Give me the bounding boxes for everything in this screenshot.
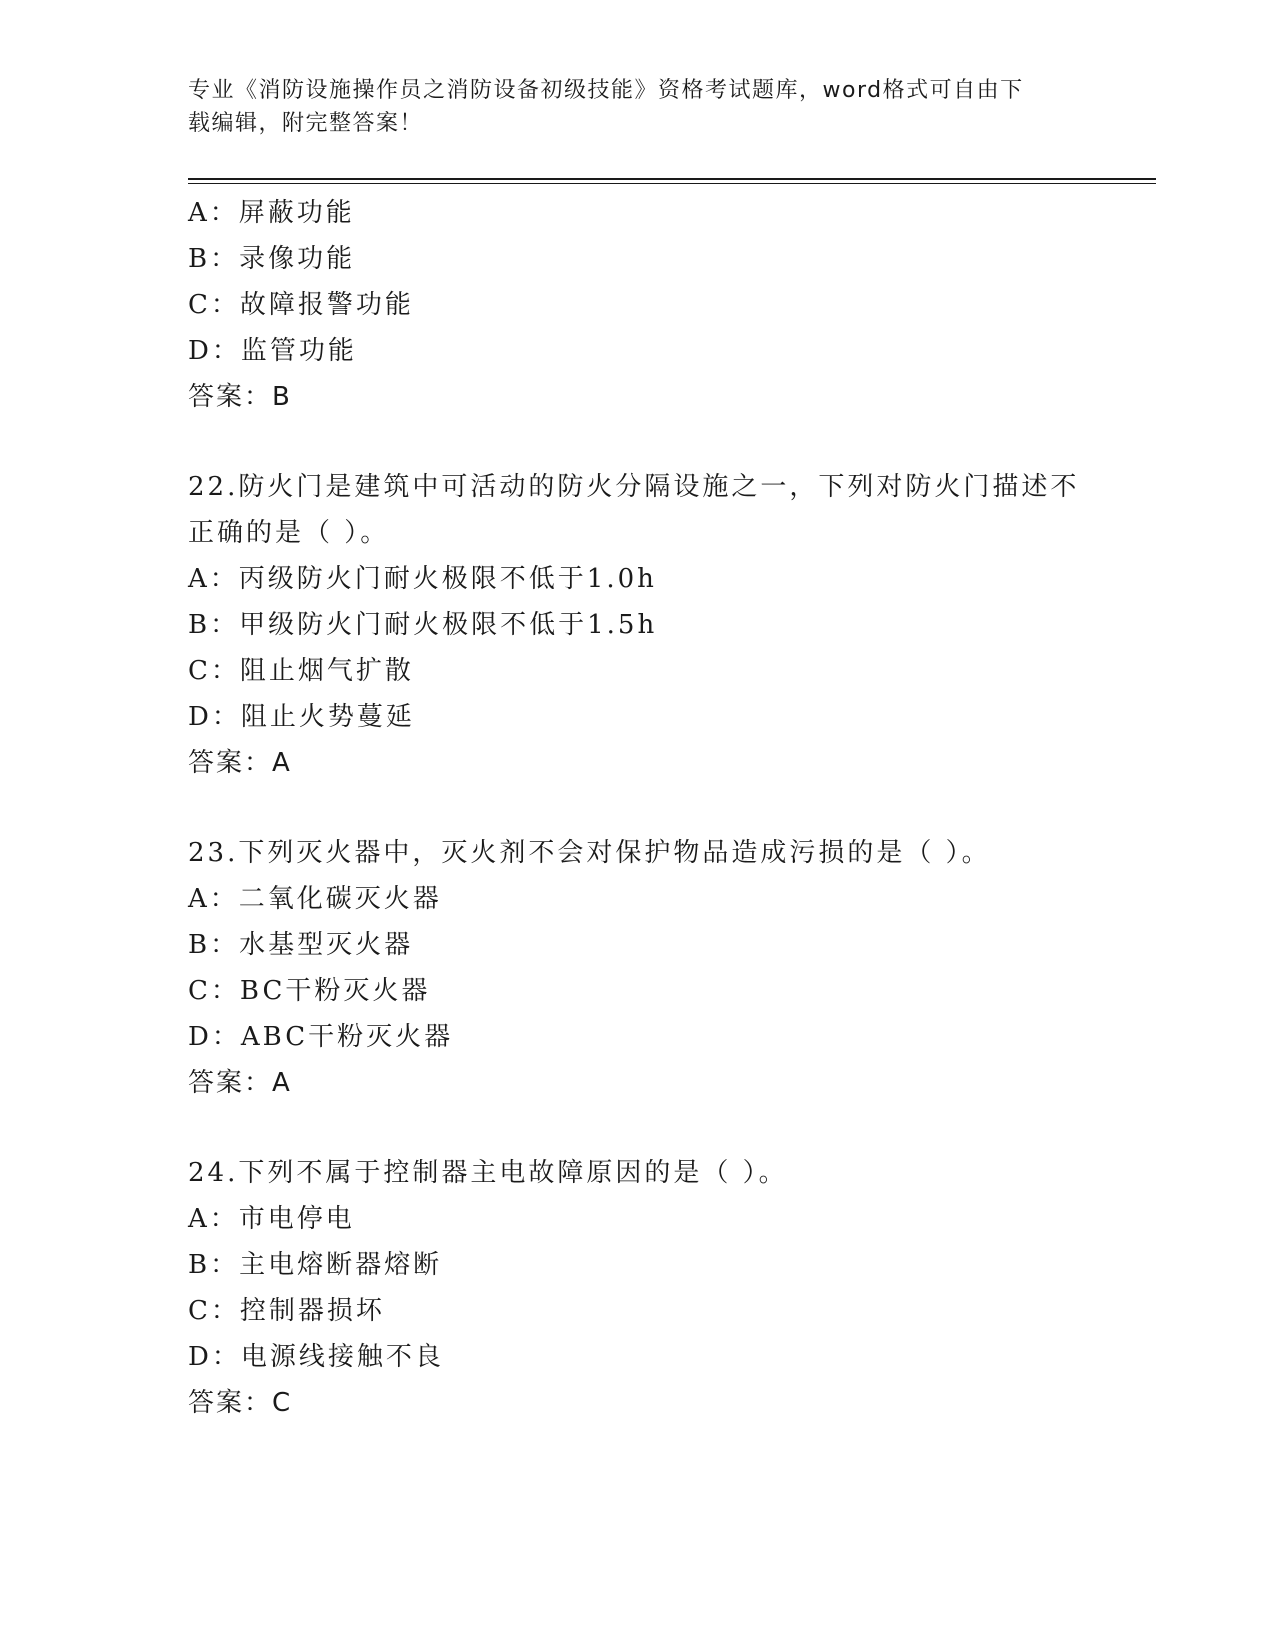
option-a: A：丙级防火门耐火极限不低于1.0h (188, 564, 657, 594)
document-header (188, 74, 1068, 140)
option-b: B：主电熔断器熔断 (188, 1250, 443, 1280)
option-c: C：阻止烟气扩散 (188, 656, 414, 686)
question-24 (188, 1150, 1088, 1426)
answer: 答案：B (188, 382, 292, 412)
answer: 答案：C (188, 1388, 293, 1418)
option-b: B：水基型灭火器 (188, 930, 414, 960)
question-list (188, 190, 1088, 1426)
question-23 (188, 830, 1088, 1106)
header-line-1: 专业《消防设施操作员之消防设备初级技能》资格考试题库，word格式可自由下 (188, 78, 1024, 103)
question-21 (188, 190, 1088, 420)
option-b: B：录像功能 (188, 244, 356, 274)
question-stem (188, 830, 1088, 876)
option-a: A：市电停电 (188, 1204, 355, 1234)
option-b: B：甲级防火门耐火极限不低于1.5h (188, 610, 658, 640)
option-c: C：BC干粉灭火器 (188, 976, 431, 1006)
question-stem (188, 464, 1088, 556)
header-rule-thin (188, 183, 1156, 184)
option-c: C：故障报警功能 (188, 290, 414, 320)
header-line-2: 载编辑，附完整答案！ (188, 111, 424, 136)
option-a: A：二氧化碳灭火器 (188, 884, 442, 914)
question-stem-line-1: 22.防火门是建筑中可活动的防火分隔设施之一，下列对防火门描述不 (188, 472, 1080, 502)
option-d: D：电源线接触不良 (188, 1342, 444, 1372)
option-d: D：ABC干粉灭火器 (188, 1022, 454, 1052)
question-stem-line-1: 23.下列灭火器中，灭火剂不会对保护物品造成污损的是（ ）。 (188, 838, 991, 868)
answer: 答案：A (188, 748, 292, 778)
header-rule-thick (188, 178, 1156, 180)
option-a: A：屏蔽功能 (188, 198, 355, 228)
option-d: D：阻止火势蔓延 (188, 702, 415, 732)
option-d: D：监管功能 (188, 336, 357, 366)
question-stem-line-2: 正确的是（ ）。 (188, 518, 390, 548)
option-c: C：控制器损坏 (188, 1296, 385, 1326)
question-stem-line-1: 24.下列不属于控制器主电故障原因的是（ ）。 (188, 1158, 788, 1188)
question-stem (188, 1150, 1088, 1196)
answer: 答案：A (188, 1068, 292, 1098)
question-22 (188, 464, 1088, 786)
